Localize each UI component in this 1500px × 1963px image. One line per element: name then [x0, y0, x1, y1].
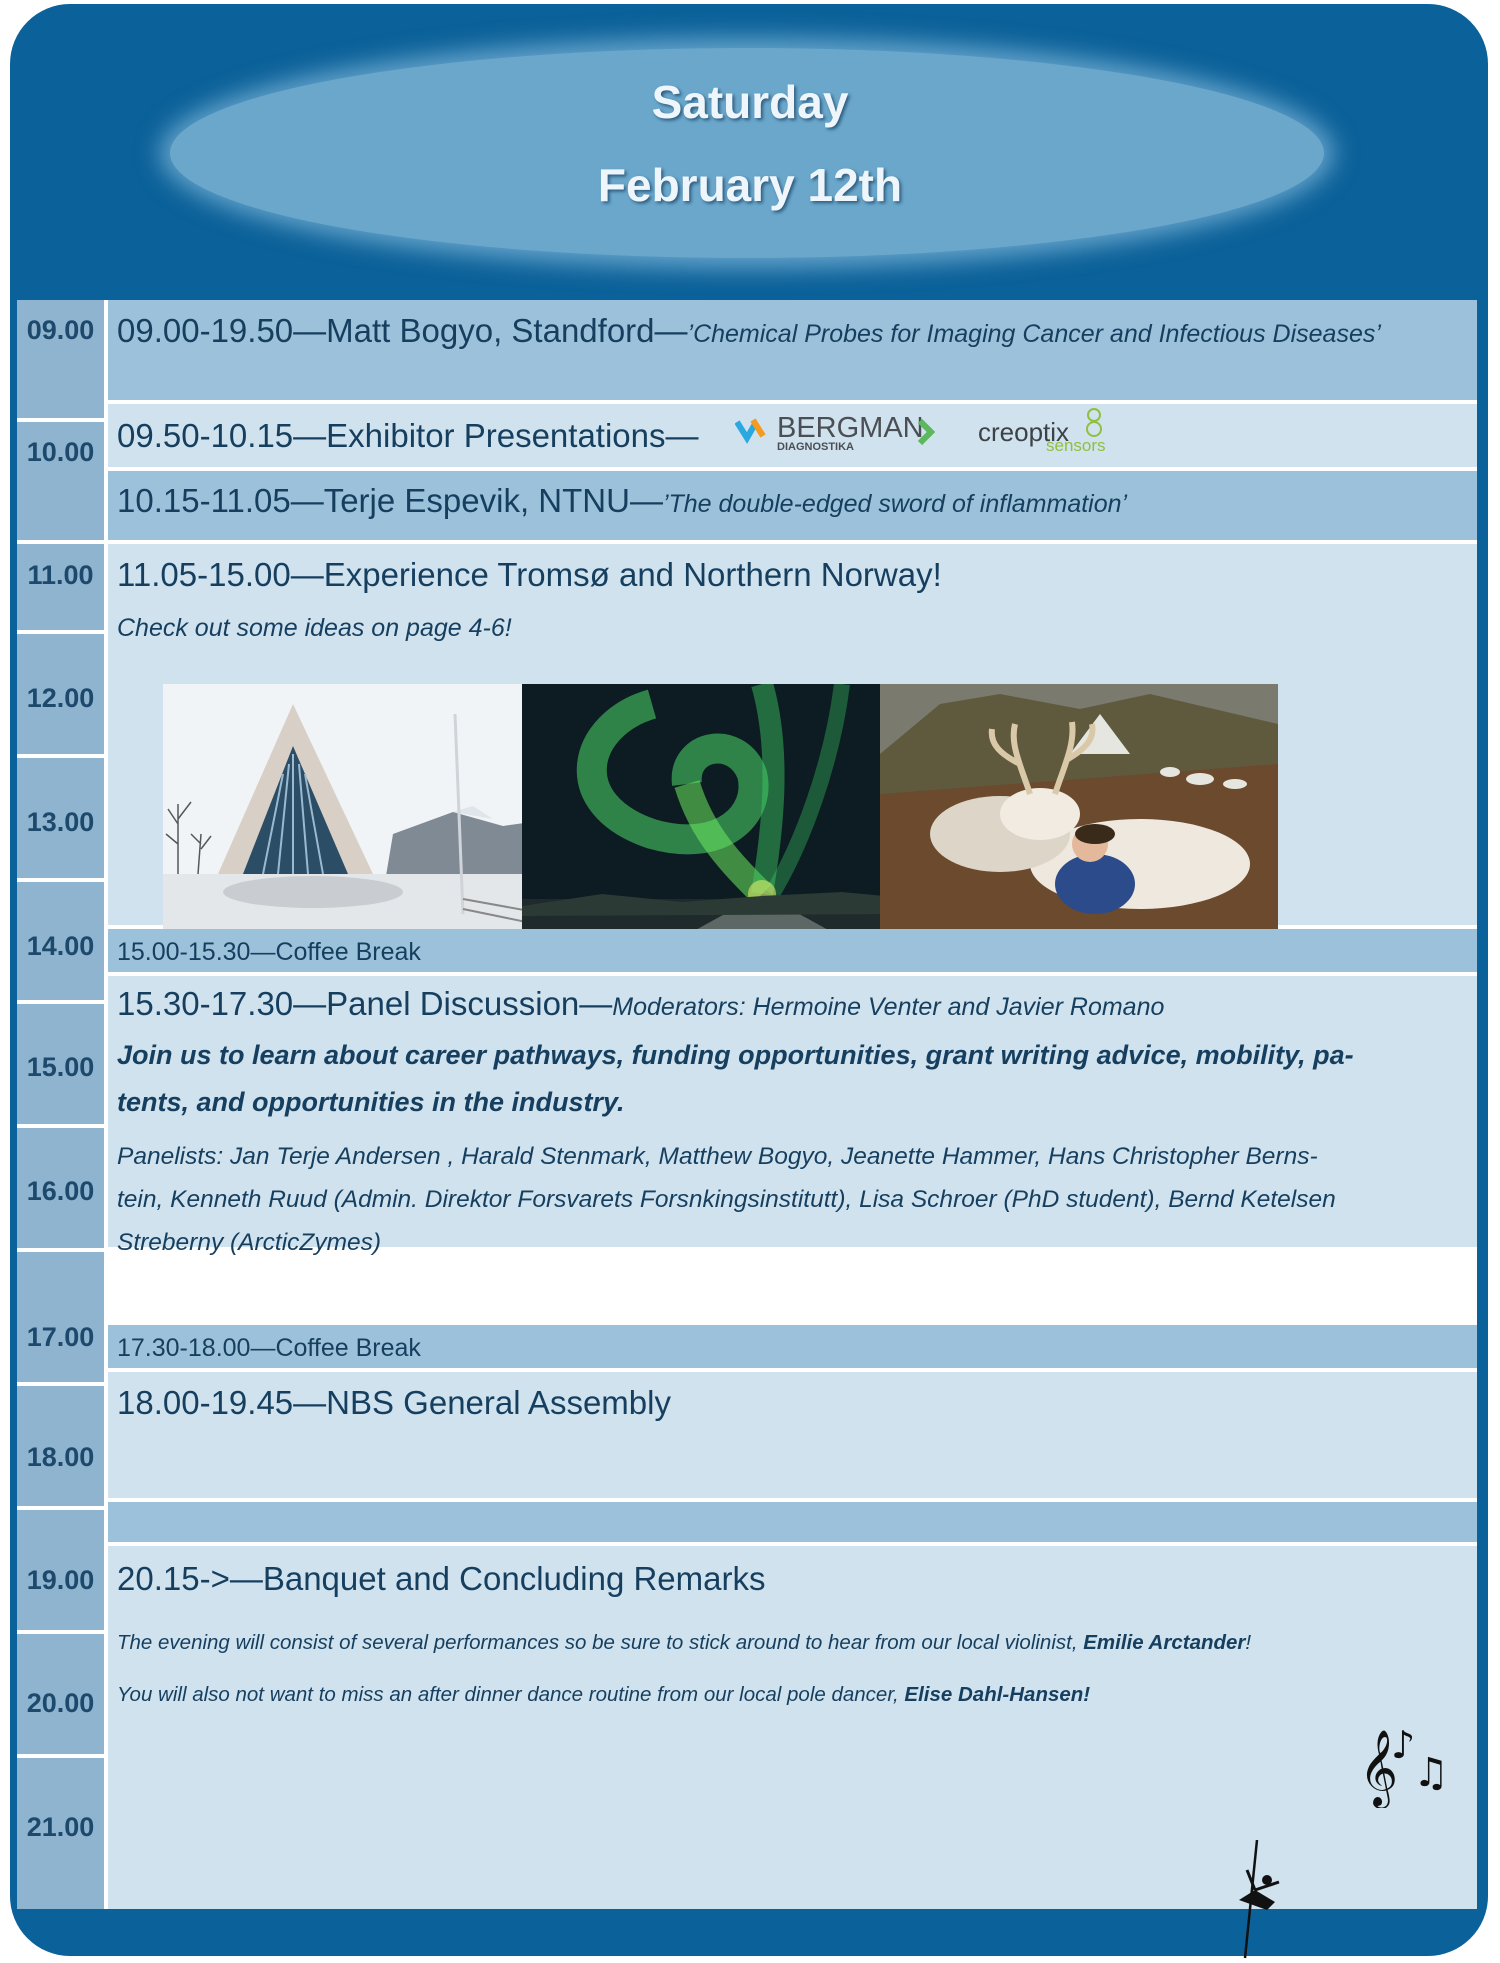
session-moderators: Moderators: Hermoine Venter and Javier Romano	[612, 993, 1165, 1021]
session-excursion	[108, 544, 1477, 925]
dash: —	[293, 312, 327, 349]
creoptix-sub: sensors	[1046, 436, 1106, 455]
session-time: 11.05-15.00	[117, 556, 291, 593]
schedule-grid	[17, 300, 1477, 1909]
bergman-sub: DIAGNOSTIKA	[777, 441, 854, 453]
time-label: 09.00	[26, 315, 95, 345]
dash: —	[579, 985, 613, 1022]
banquet-line-2: You will also not want to miss an after dinner dance routine from our local pole dancer,	[117, 1683, 905, 1706]
session-time: 10.15-11.05	[117, 482, 291, 519]
time-label: 12.00	[26, 683, 95, 713]
session-espevik	[108, 471, 1477, 540]
bergman-logo	[735, 414, 935, 454]
session-time: 17.30-18.00	[117, 1334, 251, 1362]
panel-desc-2: tents, and opportunities in the industry.	[117, 1087, 625, 1117]
bergman-text: BERGMAN	[777, 412, 924, 444]
bergman-mark-icon	[735, 416, 779, 446]
time-label: 15.00	[26, 1052, 95, 1082]
session-title: Coffee Break	[275, 1334, 421, 1362]
session-title: NBS General Assembly	[326, 1384, 671, 1421]
dash: —	[250, 1334, 276, 1362]
arctic-cathedral-photo	[163, 684, 546, 938]
time-label: 13.00	[26, 807, 95, 837]
reindeer-photo	[880, 684, 1278, 950]
session-coffee-2	[108, 1325, 1477, 1368]
panelists-2: tein, Kenneth Ruud (Admin. Direktor Forsvarets Forsnkingsinstitutt), Lisa Schroer (PhD student), Bernd Ketelsen	[117, 1186, 1336, 1213]
session-time: 15.30-17.30	[117, 985, 294, 1022]
session-time: 15.00-15.30	[117, 938, 251, 966]
time-label: 18.00	[26, 1442, 95, 1472]
session-banquet: 20.15->—Banquet and Concluding Remarks The evening will consist of several performances so be sure to stick around to hear from our local violinist, Emilie Arctander! You will also not want to miss an after dinner dance routine from our local pole dancer, Elise Dahl-Hansen!	[108, 1546, 1477, 1706]
pole-dancer-icon	[1227, 1840, 1287, 1960]
session-time: 09.50-10.15	[117, 417, 294, 454]
session-subtitle: ’The double-edged sword of inflammation’	[662, 490, 1128, 518]
creoptix-mark-icon	[1079, 406, 1109, 440]
dancer-name: Elise Dahl-Hansen!	[904, 1683, 1091, 1706]
violinist-name: Emilie Arctander	[1083, 1631, 1246, 1654]
banquet-line-1: The evening will consist of several performances so be sure to stick around to hear from our local violinist,	[117, 1631, 1084, 1654]
dash: —	[654, 312, 688, 349]
time-label: 10.00	[26, 437, 95, 467]
dash: —	[250, 938, 276, 966]
session-title: Exhibitor Presentations	[326, 417, 666, 454]
break-bar	[108, 1502, 1477, 1542]
session-title: Banquet and Concluding Remarks	[262, 1560, 766, 1597]
svg-text:𝄞: 𝄞	[1359, 1729, 1399, 1806]
creoptix-logo	[978, 406, 1118, 454]
session-title: Panel Discussion	[326, 985, 580, 1022]
date-title: February 12th	[597, 159, 903, 211]
music-notes-icon	[1357, 1718, 1457, 1808]
time-label: 19.00	[26, 1565, 95, 1595]
session-title: Coffee Break	[275, 938, 421, 966]
session-exhibitors	[108, 404, 1477, 467]
svg-text:♫: ♫	[1413, 1750, 1449, 1796]
creoptix-text: creoptix	[978, 417, 1070, 447]
day-title: Saturday	[651, 76, 849, 128]
time-block	[17, 1252, 104, 1382]
dash: —	[629, 482, 663, 519]
panelists-3: Streberny (ArcticZymes)	[117, 1229, 382, 1256]
aurora-photo	[522, 684, 906, 943]
dash: —	[293, 1384, 327, 1421]
dash: —	[290, 556, 324, 593]
session-coffee-1	[108, 929, 1477, 972]
panel-desc-1: Join us to learn about career pathways, funding opportunities, grant writing advice, mobility, pa-	[117, 1040, 1354, 1070]
panelists-1: Panelists: Jan Terje Andersen , Harald Stenmark, Matthew Bogyo, Jeanette Hammer, Hans Christopher Berns-	[117, 1143, 1318, 1170]
svg-text:♪: ♪	[1391, 1723, 1416, 1767]
time-label: 20.00	[26, 1688, 95, 1718]
time-label: 14.00	[26, 931, 95, 961]
session-assembly	[108, 1372, 1477, 1498]
dash: —	[229, 1560, 263, 1597]
dash: —	[290, 482, 324, 519]
session-note: Check out some ideas on page 4-6!	[117, 614, 512, 642]
bergman-arrow-icon	[917, 418, 937, 448]
session-panel	[108, 976, 1477, 1256]
dash: —	[293, 985, 327, 1022]
time-label: 21.00	[26, 1812, 95, 1842]
session-time: 09.00-19.50	[117, 312, 294, 349]
session-time: 18.00-19.45	[117, 1384, 294, 1421]
session-subtitle: ’Chemical Probes for Imaging Cancer and Infectious Diseases’	[687, 320, 1381, 348]
session-title: Matt Bogyo, Standford	[326, 312, 655, 349]
session-title: Experience Tromsø and Northern Norway!	[323, 556, 942, 593]
session-title: Terje Espevik, NTNU	[323, 482, 630, 519]
time-label: 17.00	[26, 1322, 95, 1352]
session-time: 20.15->	[117, 1560, 230, 1597]
dash: —	[293, 417, 327, 454]
time-label: 16.00	[26, 1176, 95, 1206]
session-bogyo	[108, 300, 1477, 400]
dash: —	[665, 417, 699, 454]
time-label: 11.00	[27, 560, 94, 590]
